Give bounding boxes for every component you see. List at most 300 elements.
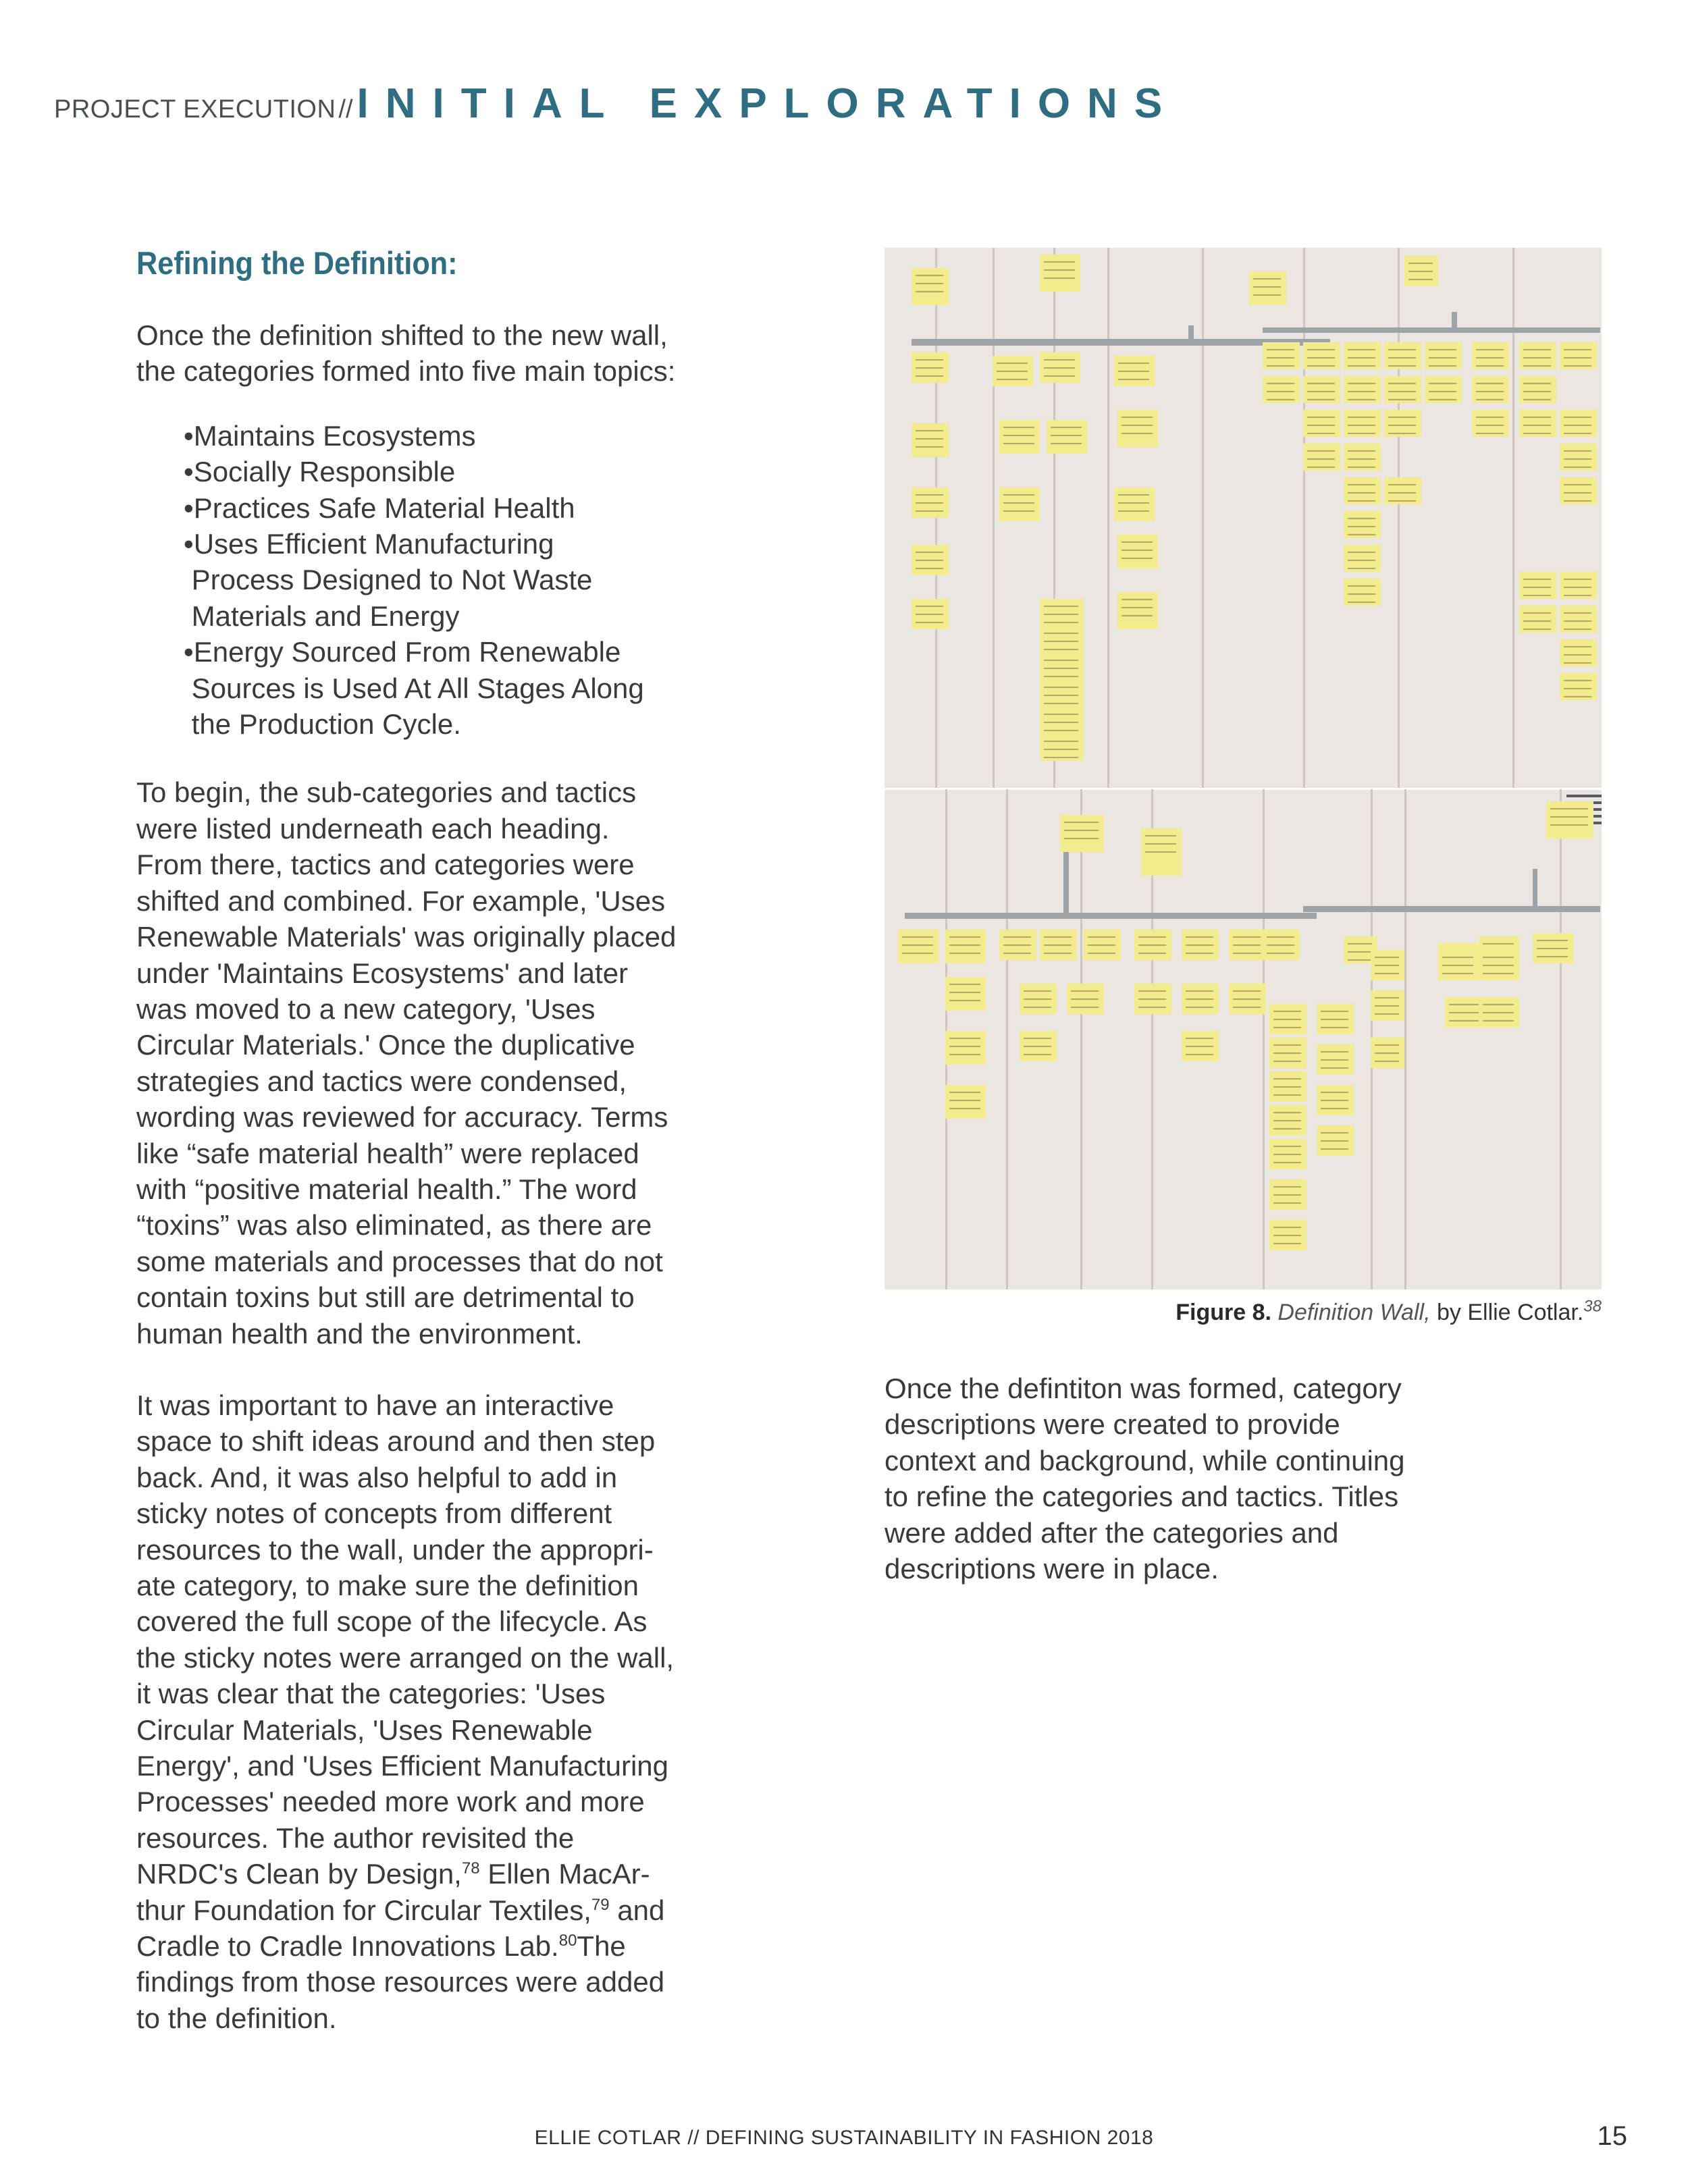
text-line: Materials and Energy [184,600,460,632]
figure-credit: by Ellie Cotlar. [1430,1300,1584,1325]
note-scribble [1375,965,1399,966]
note-scribble [1024,1046,1051,1047]
page-title: INITIAL EXPLORATIONS [357,80,1180,127]
note-scribble [1429,349,1456,350]
text-line: sticky notes of concepts from different [136,1497,612,1530]
note-scribble [1429,357,1456,358]
footnote-marker: 80 [558,1932,577,1950]
note-scribble [1564,492,1591,494]
footnote-marker: 78 [461,1859,480,1878]
text-line: it was clear that the categories: 'Uses [136,1678,606,1710]
note-scribble [1044,359,1075,361]
note-scribble [1564,365,1591,367]
text-line: Cradle to Cradle Innovations Lab. [136,1930,559,1963]
note-scribble [1233,998,1261,1000]
note-scribble [1253,286,1281,288]
note-scribble [1523,579,1551,580]
note-scribble [1044,375,1075,377]
note-scribble [1564,629,1591,630]
note-scribble [1003,435,1034,436]
note-scribble [1483,965,1514,966]
note-scribble [1375,1053,1399,1054]
note-scribble [1476,425,1504,426]
text-line: were added after the categories and [885,1516,1339,1549]
note-scribble [1408,279,1433,280]
note-scribble [1348,391,1375,392]
note-scribble [1476,399,1504,400]
note-scribble [1122,558,1153,559]
note-scribble [1273,1112,1301,1113]
sticky-note [1114,487,1155,521]
note-scribble [1273,1053,1301,1054]
sticky-note [945,930,986,963]
note-scribble [1348,552,1375,553]
note-scribble [1267,936,1294,938]
note-scribble [1348,959,1372,961]
note-scribble [1476,433,1504,434]
sticky-note [945,1085,986,1119]
note-scribble [1071,1007,1099,1008]
note-scribble [1044,269,1075,271]
note-scribble [1051,435,1082,436]
note-scribble [1483,1020,1514,1021]
sticky-note [999,420,1040,454]
note-scribble [1476,383,1504,384]
note-scribble [1523,425,1551,426]
note-scribble [1186,1046,1213,1047]
note-scribble [1122,541,1153,543]
note-scribble [916,560,943,561]
text-line: descriptions were in place. [885,1553,1219,1585]
note-scribble [1408,263,1433,264]
note-scribble [1321,1067,1348,1069]
note-scribble [1388,391,1416,392]
list-item [184,490,872,526]
note-scribble [916,283,943,284]
note-scribble [916,622,943,623]
note-scribble [1348,417,1375,418]
note-scribble [1186,1038,1213,1039]
note-scribble [1267,399,1294,400]
note-scribble [1476,357,1504,358]
note-scribble [1483,1012,1514,1013]
note-scribble [1044,261,1075,263]
sticky-note [999,487,1040,521]
note-scribble [1523,620,1551,622]
note-scribble [1003,427,1034,428]
note-scribble [1550,816,1588,818]
text-line: to refine the categories and tactics. Titles [885,1481,1399,1513]
note-scribble [997,379,1028,380]
note-scribble [1348,357,1375,358]
text-line: Once the definition shifted to the new wall, [136,319,668,351]
note-scribble [1523,595,1551,596]
figure-footnote: 38 [1583,1297,1602,1316]
note-scribble [1307,450,1335,452]
note-scribble [949,984,980,985]
note-scribble [1138,944,1166,946]
note-scribble [1138,936,1166,938]
note-scribble [1564,450,1591,452]
note-scribble [1388,365,1416,367]
note-scribble [1388,417,1416,418]
note-scribble [916,568,943,569]
note-scribble [1550,808,1588,809]
note-scribble [916,291,943,292]
note-scribble [1564,357,1591,358]
note-scribble [1307,391,1335,392]
text-line: Once the defintiton was formed, category [885,1373,1402,1404]
note-scribble [1348,593,1375,595]
note-scribble [1118,502,1149,504]
list-item [184,634,872,742]
note-scribble [1483,973,1514,974]
note-scribble [1044,730,1078,731]
text-line: From there, tactics and categories were [136,849,635,881]
note-scribble [1348,568,1375,569]
note-scribble [1253,278,1281,279]
note-scribble [949,1054,980,1055]
text-line: resources. The author revisited the [136,1821,575,1854]
note-scribble [1321,1092,1348,1093]
text-line: ate category, to make sure the definition [136,1570,639,1601]
note-scribble [1388,399,1416,400]
intro-paragraph [136,317,872,390]
note-scribble [916,359,943,361]
note-scribble [1523,349,1551,350]
vent-slat [1566,795,1602,797]
text-line: context and background, while continuing [885,1444,1405,1476]
note-scribble [916,552,943,553]
note-scribble [1044,687,1078,688]
note-scribble [1233,936,1261,938]
topic-list [184,418,872,743]
note-scribble [1429,383,1456,384]
note-scribble [1348,560,1375,561]
body-paragraph-3 [136,1387,872,2036]
text-line: Circular Materials, 'Uses Renewable [136,1713,593,1746]
note-scribble [1348,585,1375,587]
note-scribble [1564,417,1591,418]
note-scribble [916,502,943,504]
page-number: 15 [1597,2121,1627,2151]
note-scribble [1071,990,1099,992]
text-line: Sources is Used At All Stages Along [184,672,644,704]
note-scribble [1122,417,1153,418]
reference-line [136,1894,664,1926]
note-scribble [1307,467,1335,468]
note-scribble [1122,607,1153,608]
note-scribble [1122,599,1153,600]
text-line: thur Foundation for Circular Textiles, [136,1894,591,1926]
note-scribble [1186,944,1213,946]
note-scribble [1449,1020,1480,1021]
note-scribble [1233,953,1261,954]
note-scribble [1348,602,1375,603]
note-scribble [1375,1005,1399,1007]
rail-post [1452,312,1457,332]
text-line: the categories formed into five main topics: [136,355,676,388]
text-line: It was important to have an interactive [136,1389,614,1421]
note-scribble [1044,676,1078,677]
note-scribble [1122,615,1153,616]
text-line: was moved to a new category, 'Uses [136,992,596,1025]
note-scribble [1564,433,1591,434]
note-scribble [1024,990,1051,992]
left-column [136,243,872,2036]
note-scribble [1476,391,1504,392]
note-scribble [1273,1186,1301,1188]
note-scribble [1348,450,1375,452]
note-scribble [1044,668,1078,669]
page-footer: ELLIE COTLAR // DEFINING SUSTAINABILITY IN FASHION 2018 [534,2127,1154,2149]
text-line: “toxins” was also eliminated, as there are [136,1209,652,1242]
note-scribble [1003,936,1031,938]
note-scribble [1044,622,1078,623]
text-line: wording was reviewed for accuracy. Terms [136,1101,668,1134]
text-line: were listed underneath each heading. [136,812,610,845]
note-scribble [1118,510,1149,512]
sticky-note [1546,801,1593,838]
note-scribble [1564,696,1591,697]
note-scribble [1523,433,1551,434]
note-scribble [997,371,1028,372]
list-item [184,454,872,489]
note-scribble [1442,957,1473,958]
note-scribble [1523,629,1551,630]
text-line: To begin, the sub-categories and tactics [136,776,637,809]
note-scribble [1564,620,1591,622]
note-scribble [949,1108,980,1109]
note-scribble [916,430,943,431]
note-scribble [1348,399,1375,400]
note-scribble [1321,1027,1348,1028]
note-scribble [1064,822,1099,823]
text-line: the Production Cycle. [184,708,461,741]
text-line: Circular Materials.' Once the duplicative [136,1029,635,1061]
note-scribble [1564,467,1591,468]
note-scribble [1483,1004,1514,1005]
note-scribble [1044,749,1078,750]
note-scribble [1307,383,1335,384]
note-scribble [1118,371,1149,372]
note-scribble [1348,943,1372,944]
note-scribble [916,494,943,496]
note-scribble [1537,948,1568,949]
note-scribble [1483,957,1514,958]
note-scribble [1122,550,1153,551]
note-scribble [1186,936,1213,938]
note-scribble [1145,835,1176,836]
note-scribble [1564,680,1591,681]
note-scribble [916,375,943,377]
note-scribble [1321,1132,1348,1134]
rail [1263,327,1600,333]
note-scribble [1071,998,1099,1000]
rail-post [1063,842,1069,916]
note-scribble [1537,940,1568,941]
note-scribble [1044,614,1078,615]
note-scribble [1523,357,1551,358]
note-scribble [1388,357,1416,358]
note-scribble [1348,518,1375,519]
sticky-note [912,423,949,457]
note-scribble [1044,606,1078,607]
note-scribble [1564,500,1591,502]
panel-seam [1263,789,1265,1289]
note-scribble [916,275,943,276]
note-scribble [1186,1054,1213,1055]
note-scribble [916,438,943,440]
note-scribble [1348,492,1375,494]
rail [1303,906,1600,912]
note-scribble [1088,936,1115,938]
panel-seam [1107,248,1109,788]
note-scribble [1044,722,1078,723]
header-separator: // [338,95,353,124]
note-scribble [1273,1027,1301,1028]
note-scribble [1233,990,1261,992]
note-scribble [1307,458,1335,460]
reference-line [136,1930,626,1962]
note-scribble [1064,830,1099,831]
note-scribble [1564,612,1591,614]
right-column [885,1370,1627,1587]
wall-bottom [885,789,1602,1289]
text-line: NRDC's Clean by Design, [136,1858,462,1890]
note-scribble [1273,1227,1301,1228]
note-scribble [1307,399,1335,400]
note-scribble [1051,427,1082,428]
note-scribble [1273,1011,1301,1012]
note-scribble [1348,534,1375,535]
note-scribble [1267,357,1294,358]
note-scribble [1523,399,1551,400]
note-scribble [1476,365,1504,367]
text-line: strategies and tactics were condensed, [136,1065,627,1097]
body-paragraph-2 [136,774,872,1352]
panel-seam [1006,789,1008,1289]
note-scribble [1138,990,1166,992]
note-scribble [1307,357,1335,358]
note-scribble [1348,467,1375,468]
text-line: with “positive material health.” The word [136,1173,637,1205]
note-scribble [1388,484,1416,485]
note-scribble [1429,399,1456,400]
note-scribble [1003,494,1034,496]
text-line: under 'Maintains Ecosystems' and later [136,957,629,989]
note-scribble [1564,349,1591,350]
note-scribble [1267,391,1294,392]
note-scribble [1145,843,1176,845]
note-scribble [1348,365,1375,367]
note-scribble [1476,349,1504,350]
rail-post [1188,325,1194,346]
note-scribble [1118,494,1149,496]
note-scribble [1564,688,1591,689]
note-scribble [1348,349,1375,350]
sticky-note [945,1031,986,1065]
text-line: covered the full scope of the lifecycle. As [136,1605,648,1638]
note-scribble [1044,649,1078,650]
text-line: Energy', and 'Uses Efficient Manufacturing [136,1750,669,1782]
note-scribble [949,992,980,993]
panel-seam [1560,789,1562,1289]
note-scribble [1051,443,1082,444]
footnote-marker: 79 [591,1895,610,1914]
panel-seam [1202,248,1204,788]
sticky-note [945,977,986,1011]
section-label: PROJECT EXECUTION [54,95,336,124]
note-scribble [1375,1013,1399,1015]
definition-wall-photo [885,248,1602,1289]
text-line: The [577,1930,626,1963]
note-scribble [902,944,933,946]
panel-seam [993,248,995,788]
note-scribble [902,936,933,938]
note-scribble [1186,953,1213,954]
note-scribble [1564,579,1591,580]
note-scribble [1044,741,1078,742]
note-scribble [1122,433,1153,434]
note-scribble [1044,277,1075,279]
note-scribble [1122,425,1153,426]
figure-label: Figure 8. [1176,1300,1271,1325]
note-scribble [1442,973,1473,974]
note-scribble [1088,944,1115,946]
section-heading: Refining the Definition: [136,245,458,281]
note-scribble [1442,965,1473,966]
note-scribble [1186,1007,1213,1008]
note-scribble [949,1100,980,1101]
note-scribble [1449,1004,1480,1005]
note-scribble [1375,997,1399,998]
text-line: space to shift ideas around and then step [136,1425,656,1458]
text-line: Renewable Materials' was originally placed [136,921,677,953]
note-scribble [1044,757,1078,758]
note-scribble [1024,1054,1051,1055]
note-scribble [1523,383,1551,384]
note-scribble [1044,633,1078,634]
note-scribble [1273,1243,1301,1244]
note-scribble [1348,458,1375,460]
figure-caption [1176,1297,1602,1326]
note-scribble [1564,654,1591,656]
text-line: some materials and processes that do not [136,1245,663,1277]
note-scribble [997,363,1028,364]
note-scribble [1388,500,1416,502]
note-scribble [949,1092,980,1093]
note-scribble [949,1000,980,1001]
note-scribble [1064,838,1099,839]
sticky-note [898,930,939,963]
note-scribble [1388,349,1416,350]
text-line: and [609,1894,665,1926]
note-scribble [1307,433,1335,434]
note-scribble [1118,379,1149,380]
note-scribble [1044,703,1078,704]
note-scribble [1348,526,1375,527]
note-scribble [949,936,980,938]
note-scribble [1564,587,1591,588]
text-line: resources to the wall, under the appropri- [136,1533,654,1566]
note-scribble [1375,1044,1399,1046]
text-line: shifted and combined. For example, 'Uses [136,884,666,917]
note-scribble [1273,1202,1301,1204]
note-scribble [1564,646,1591,647]
note-scribble [1003,443,1034,444]
note-scribble [1273,1061,1301,1062]
